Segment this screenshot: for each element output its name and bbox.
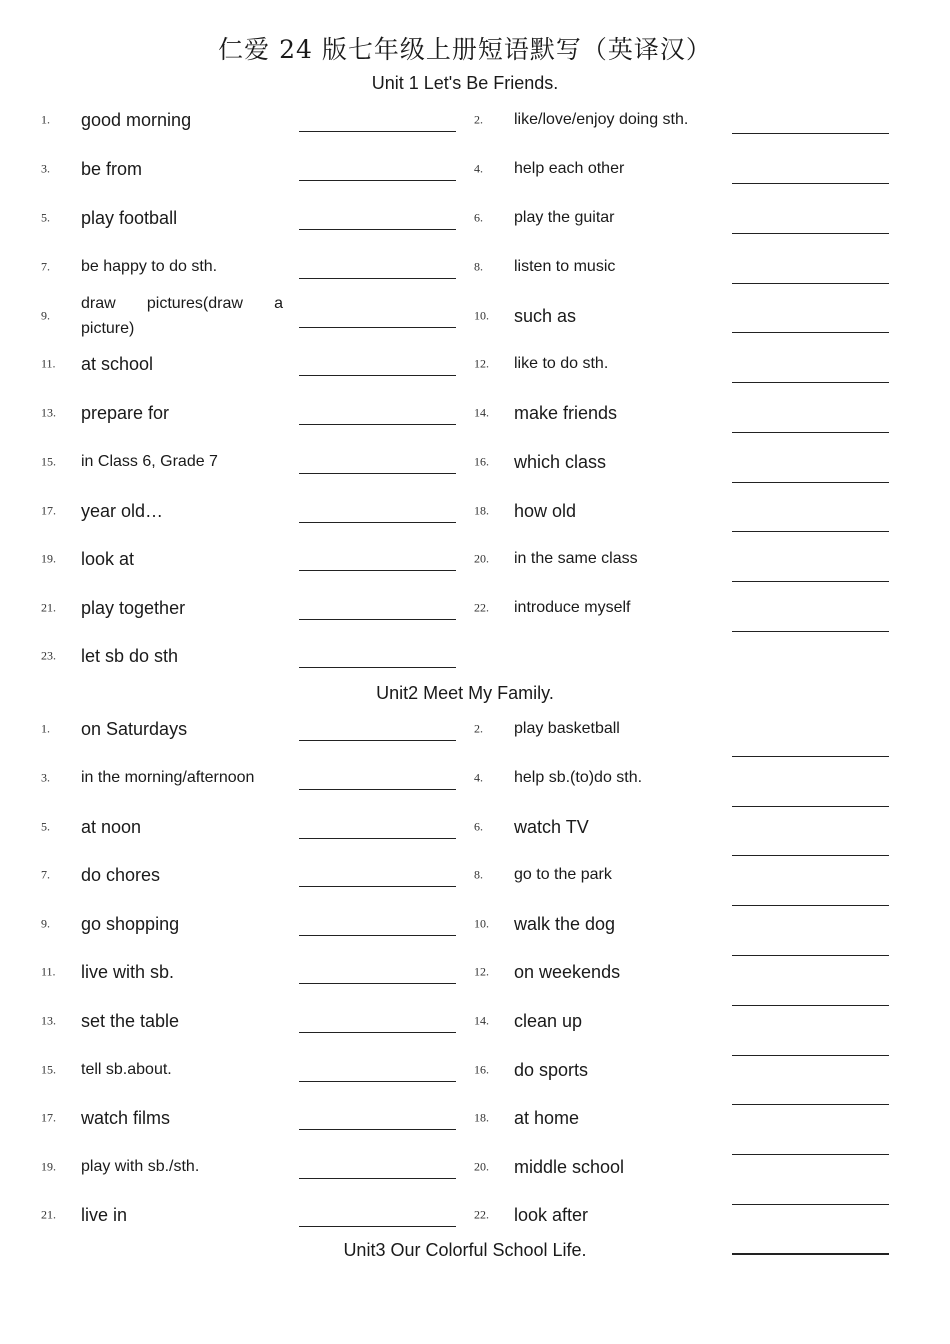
item-number: 20. <box>474 551 489 566</box>
phrase-item <box>41 194 461 242</box>
phrase-text: which class <box>514 452 607 472</box>
item-number: 15. <box>41 454 56 469</box>
phrase-item <box>474 584 894 632</box>
phrase-text: help each other <box>514 160 625 177</box>
phrase-item <box>474 487 894 535</box>
answer-blank[interactable] <box>299 278 456 279</box>
phrase-item <box>474 705 894 753</box>
phrase-text: play the guitar <box>514 209 615 226</box>
phrase-item <box>41 851 461 899</box>
phrase-text: live in <box>81 1205 128 1225</box>
phrase-item <box>41 1046 461 1094</box>
phrase-text: walk the dog <box>514 914 616 934</box>
phrase-text: at school <box>81 354 154 374</box>
phrase-item <box>474 803 894 851</box>
phrase-text: do sports <box>514 1060 589 1080</box>
phrase-item <box>474 438 894 486</box>
item-number: 16. <box>474 454 489 469</box>
phrase-item <box>41 96 461 144</box>
item-number: 11. <box>41 964 56 979</box>
unit-heading: Unit2 Meet My Family. <box>376 683 554 703</box>
answer-blank[interactable] <box>732 133 889 134</box>
item-number: 21. <box>41 600 56 615</box>
phrase-item <box>41 1143 461 1191</box>
phrase-item <box>474 194 894 242</box>
answer-blank[interactable] <box>299 1129 456 1130</box>
phrase-item <box>474 1191 894 1239</box>
phrase-item <box>474 754 894 802</box>
phrase-item <box>41 340 461 388</box>
phrase-item <box>474 145 894 193</box>
item-number: 6. <box>474 819 483 834</box>
phrase-item <box>474 340 894 388</box>
phrase-text: play basketball <box>514 720 620 737</box>
phrase-text: live with sb. <box>81 962 175 982</box>
phrase-text: on weekends <box>514 962 621 982</box>
item-number: 12. <box>474 356 489 371</box>
phrase-text: how old <box>514 501 577 521</box>
unit-heading: Unit 1 Let's Be Friends. <box>371 73 559 93</box>
phrase-text: watch films <box>81 1108 171 1128</box>
answer-blank[interactable] <box>299 667 456 668</box>
phrase-item <box>474 1046 894 1094</box>
item-number: 3. <box>41 770 50 785</box>
answer-blank[interactable] <box>299 740 456 741</box>
item-number: 9. <box>41 916 50 931</box>
answer-blank[interactable] <box>299 424 456 425</box>
phrase-text: at home <box>514 1108 580 1128</box>
phrase-item <box>474 900 894 948</box>
phrase-text: let sb do sth <box>81 646 179 666</box>
answer-blank[interactable] <box>732 482 889 483</box>
answer-blank[interactable] <box>732 283 889 284</box>
item-number: 13. <box>41 405 56 420</box>
item-number: 21. <box>41 1207 56 1222</box>
phrase-text: listen to music <box>514 258 616 275</box>
item-number: 20. <box>474 1159 489 1174</box>
phrase-item <box>474 851 894 899</box>
phrase-item <box>41 487 461 535</box>
phrase-text: be happy to do sth. <box>81 258 218 275</box>
phrase-item <box>474 535 894 583</box>
phrase-item <box>41 632 461 680</box>
phrase-text: in the morning/afternoon <box>81 769 255 786</box>
item-number: 19. <box>41 1159 56 1174</box>
phrase-item <box>41 900 461 948</box>
phrase-text: look at <box>81 549 135 569</box>
phrase-text: draw pictures(draw a picture) <box>81 295 283 337</box>
phrase-text: at noon <box>81 817 142 837</box>
item-number: 4. <box>474 161 483 176</box>
phrase-text: do chores <box>81 865 161 885</box>
item-number: 17. <box>41 503 56 518</box>
phrase-text: play football <box>81 208 178 228</box>
answer-blank[interactable] <box>299 1178 456 1179</box>
answer-blank[interactable] <box>299 180 456 181</box>
phrase-text: in the same class <box>514 550 638 567</box>
phrase-item <box>41 438 461 486</box>
phrase-text: such as <box>514 306 577 326</box>
answer-blank[interactable] <box>299 1226 456 1227</box>
item-number: 3. <box>41 161 50 176</box>
phrase-text: play together <box>81 598 186 618</box>
phrase-text: set the table <box>81 1011 180 1031</box>
item-number: 8. <box>474 259 483 274</box>
answer-blank[interactable] <box>299 1032 456 1033</box>
phrase-item <box>41 389 461 437</box>
phrase-item <box>41 535 461 583</box>
phrase-item <box>41 754 461 802</box>
item-number: 1. <box>41 721 50 736</box>
phrase-text: watch TV <box>514 817 589 837</box>
item-number: 8. <box>474 867 483 882</box>
item-number: 18. <box>474 503 489 518</box>
answer-blank[interactable] <box>299 935 456 936</box>
answer-blank[interactable] <box>299 473 456 474</box>
phrase-text: middle school <box>514 1157 625 1177</box>
answer-blank[interactable] <box>732 233 889 234</box>
item-number: 16. <box>474 1062 489 1077</box>
item-number: 5. <box>41 210 50 225</box>
phrase-item <box>41 584 461 632</box>
answer-blank[interactable] <box>299 789 456 790</box>
answer-blank[interactable] <box>732 1253 889 1254</box>
item-number: 6. <box>474 210 483 225</box>
phrase-item <box>41 803 461 851</box>
item-number: 2. <box>474 721 483 736</box>
phrase-item <box>41 292 461 340</box>
phrase-text: like/love/enjoy doing sth. <box>514 111 689 128</box>
phrase-text: on Saturdays <box>81 719 188 739</box>
answer-blank[interactable] <box>732 581 889 582</box>
phrase-text: look after <box>514 1205 589 1225</box>
item-number: 10. <box>474 916 489 931</box>
answer-blank[interactable] <box>732 531 889 532</box>
item-number: 1. <box>41 112 50 127</box>
answer-blank[interactable] <box>299 375 456 376</box>
item-number: 13. <box>41 1013 56 1028</box>
answer-blank[interactable] <box>732 183 889 184</box>
item-number: 19. <box>41 551 56 566</box>
unit-heading: Unit3 Our Colorful School Life. <box>343 1240 587 1260</box>
answer-blank[interactable] <box>299 522 456 523</box>
item-number: 18. <box>474 1110 489 1125</box>
item-number: 9. <box>41 308 50 323</box>
answer-blank[interactable] <box>732 382 889 383</box>
phrase-text: help sb.(to)do sth. <box>514 769 643 786</box>
phrase-text: go shopping <box>81 914 180 934</box>
answer-blank[interactable] <box>299 838 456 839</box>
answer-blank[interactable] <box>299 131 456 132</box>
item-number: 2. <box>474 112 483 127</box>
phrase-text: tell sb.about. <box>81 1061 172 1078</box>
phrase-item <box>474 96 894 144</box>
item-number: 23. <box>41 648 56 663</box>
answer-blank[interactable] <box>299 570 456 571</box>
phrase-item <box>41 243 461 291</box>
item-number: 12. <box>474 964 489 979</box>
item-number: 17. <box>41 1110 56 1125</box>
worksheet-title: 仁爱 24 版七年级上册短语默写（英译汉） <box>218 35 712 64</box>
item-number: 14. <box>474 1013 489 1028</box>
item-number: 10. <box>474 308 489 323</box>
phrase-item <box>41 1191 461 1239</box>
answer-blank[interactable] <box>299 1081 456 1082</box>
phrase-item <box>474 389 894 437</box>
phrase-item <box>474 997 894 1045</box>
phrase-text: introduce myself <box>514 599 631 616</box>
item-number: 4. <box>474 770 483 785</box>
phrase-text: in Class 6, Grade 7 <box>81 453 218 470</box>
answer-blank[interactable] <box>732 631 889 632</box>
item-number: 22. <box>474 600 489 615</box>
item-number: 22. <box>474 1207 489 1222</box>
phrase-text: like to do sth. <box>514 355 609 372</box>
phrase-text: be from <box>81 159 143 179</box>
phrase-item <box>41 948 461 996</box>
phrase-text: prepare for <box>81 403 170 423</box>
answer-blank[interactable] <box>299 886 456 887</box>
item-number: 15. <box>41 1062 56 1077</box>
phrase-text: make friends <box>514 403 618 423</box>
phrase-text: year old… <box>81 501 164 521</box>
item-number: 11. <box>41 356 56 371</box>
phrase-text: clean up <box>514 1011 583 1031</box>
phrase-text: good morning <box>81 110 192 130</box>
phrase-item <box>41 997 461 1045</box>
phrase-item <box>474 948 894 996</box>
answer-blank[interactable] <box>732 332 889 333</box>
answer-blank[interactable] <box>299 327 456 328</box>
answer-blank[interactable] <box>299 619 456 620</box>
item-number: 7. <box>41 867 50 882</box>
item-number: 7. <box>41 259 50 274</box>
phrase-item <box>474 1094 894 1142</box>
phrase-item <box>474 1143 894 1191</box>
phrase-item <box>41 705 461 753</box>
item-number: 5. <box>41 819 50 834</box>
item-number: 14. <box>474 405 489 420</box>
answer-blank[interactable] <box>732 432 889 433</box>
phrase-item <box>41 1094 461 1142</box>
answer-blank[interactable] <box>299 983 456 984</box>
phrase-item <box>41 145 461 193</box>
phrase-text: go to the park <box>514 866 612 883</box>
phrase-text: play with sb./sth. <box>81 1158 200 1175</box>
answer-blank[interactable] <box>299 229 456 230</box>
